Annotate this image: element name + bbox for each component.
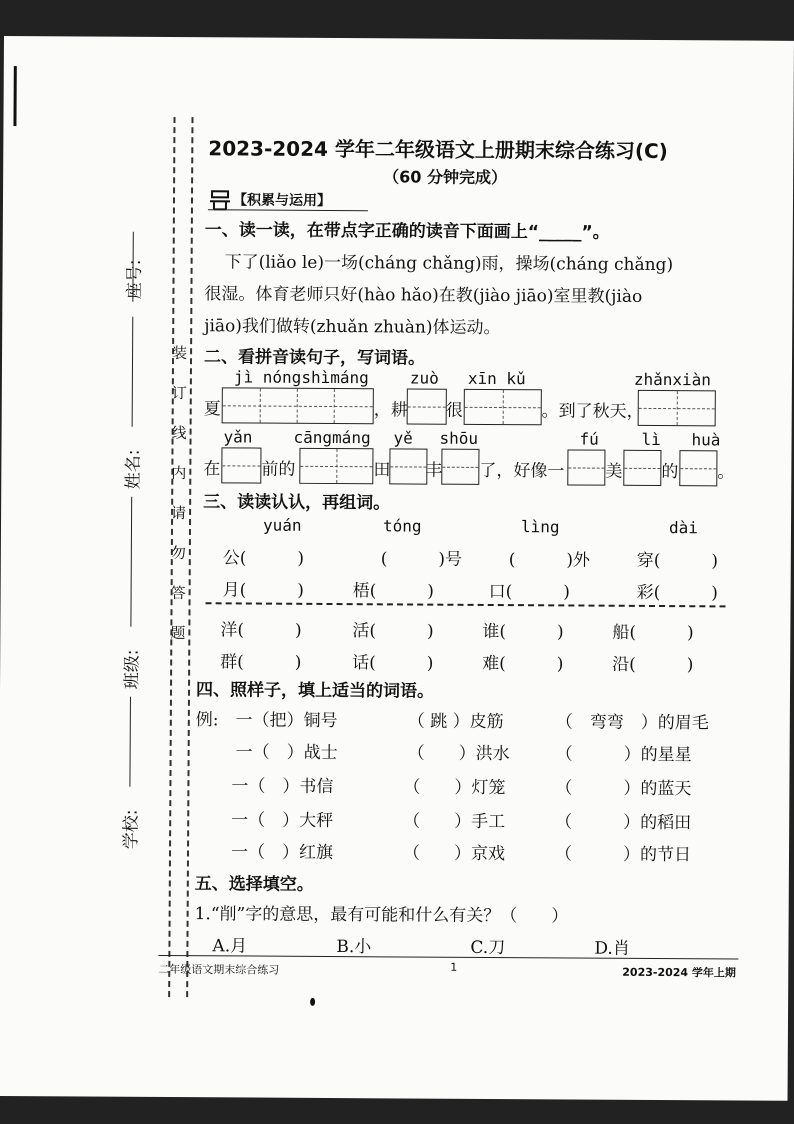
q3-pinyin: yuán — [262, 515, 302, 535]
q2-pinyin: yě — [393, 428, 413, 448]
q3-blank[interactable]: 梧( ) — [352, 581, 434, 602]
q2-text: ，耕 — [373, 400, 408, 421]
writing-box-4[interactable] — [222, 387, 374, 424]
writing-box-2[interactable] — [299, 448, 373, 484]
q2-pinyin: shōu — [439, 428, 479, 448]
binding-char: 题 — [170, 624, 186, 643]
q4-blank[interactable]: （ ）的蓝天 — [555, 778, 692, 800]
writing-box-1[interactable] — [441, 449, 479, 485]
q2-pinyin: yǎn — [223, 427, 253, 447]
class-label: 班级: — [122, 649, 143, 690]
q3-pinyin: dài — [668, 518, 698, 538]
q3-blank[interactable]: 沿( ) — [612, 654, 694, 676]
footer-left: 二年级语文期末综合练习 — [158, 962, 280, 977]
writing-box-1[interactable] — [679, 450, 717, 486]
q3-blank[interactable]: 难( ) — [482, 653, 564, 675]
q4-blank[interactable]: 一（ ）战士 — [235, 742, 338, 764]
paper-sheet — [0, 36, 794, 1101]
q1-line-1: 下了(liǎo le)一场(cháng chǎng)雨，操场(cháng chǎng) — [224, 252, 674, 276]
q2-text: 的 — [661, 462, 679, 483]
footer-right: 2023-2024 学年上期 — [622, 965, 736, 980]
binding-char: 勿 — [170, 544, 186, 563]
q4-blank[interactable]: 一（ ）红旗 — [230, 842, 334, 864]
q4-blank[interactable]: （ ）洪水 — [407, 743, 510, 765]
binding-char: 答 — [170, 584, 186, 603]
q2-pinyin: fú — [579, 429, 599, 449]
q2-text: 田 — [373, 460, 391, 481]
q3-pinyin: tóng — [382, 516, 422, 536]
q2-text: 。到了秋天， — [541, 401, 644, 422]
q5-option[interactable]: A.月 — [212, 936, 248, 957]
q4-example: 例: 一（把）铜号 — [195, 710, 338, 732]
section-tag: 【积累与运用】 — [232, 192, 332, 210]
binding-char: 订 — [171, 384, 187, 403]
binding-char: 装 — [172, 344, 188, 363]
q2-text: 美 — [605, 461, 623, 482]
q2-pinyin: zuò — [409, 368, 439, 388]
q5-question: 1.“削”字的意思，最有可能和什么有关？（ ） — [194, 904, 569, 927]
q1-line-2: 很湿。体育老师只好(hào hǎo)在教(jiào jiāo)室里教(jiào — [204, 284, 643, 307]
q3-blank[interactable]: 口( ) — [488, 581, 570, 603]
q5-heading: 五、选择填空。 — [194, 874, 314, 895]
q2-text: 。 — [717, 462, 735, 483]
q5-option[interactable]: D.肖 — [594, 938, 630, 959]
q3-pinyin: lìng — [520, 517, 560, 537]
writing-box-2[interactable] — [638, 390, 716, 426]
q4-blank[interactable]: （ ）手工 — [403, 811, 506, 833]
writing-box-1[interactable] — [623, 450, 661, 486]
writing-box-2[interactable] — [464, 389, 542, 425]
q2-pinyin: zhǎnxiàn — [633, 369, 712, 390]
q5-option[interactable]: B.小 — [336, 937, 372, 958]
q1-line-3: jiāo)我们做转(zhuǎn zhuàn)体运动。 — [204, 316, 501, 339]
footer-rule — [158, 955, 738, 960]
q3-blank[interactable]: 活( ) — [352, 621, 434, 642]
q2-pinyin: huà — [691, 430, 721, 450]
q3-blank[interactable]: 彩( ) — [636, 582, 718, 604]
q3-blank[interactable]: 洋( ) — [220, 620, 302, 641]
q4-blank[interactable]: （ ）的节日 — [554, 844, 692, 866]
binding-dashed-line-inner — [186, 117, 193, 997]
page-subtitle: （60 分钟完成） — [383, 167, 508, 188]
q3-blank[interactable]: 公( ) — [222, 548, 305, 569]
q3-blank[interactable]: 穿( ) — [636, 550, 719, 572]
q3-blank[interactable]: 谁( ) — [482, 621, 564, 643]
q2-pinyin: jì nóngshìmáng — [233, 367, 369, 388]
q4-blank[interactable]: （ ）的稻田 — [555, 812, 692, 834]
seat-label: 座号: — [124, 259, 146, 300]
school-underline — [129, 697, 131, 787]
q4-blank[interactable]: 一（ ）书信 — [231, 776, 334, 798]
q3-blank[interactable]: ( )外 — [508, 550, 591, 571]
binding-char: 内 — [171, 464, 187, 483]
section-logo-icon — [208, 189, 232, 211]
binding-char: 请 — [171, 504, 187, 523]
q3-blank[interactable]: ( )号 — [380, 549, 463, 570]
q3-blank[interactable]: 话( ) — [352, 653, 434, 674]
writing-box-1[interactable] — [567, 449, 605, 485]
q4-blank[interactable]: （ ）京戏 — [402, 843, 506, 865]
q2-pinyin: cāngmáng — [293, 427, 371, 448]
q4-heading: 四、照样子，填上适当的词语。 — [195, 680, 435, 702]
q4-blank[interactable]: 一（ ）大秤 — [231, 810, 334, 832]
q2-text: 很 — [445, 400, 463, 421]
q3-heading: 三、读读认认，再组词。 — [203, 492, 391, 514]
scan-speck — [310, 998, 315, 1006]
writing-box-1[interactable] — [221, 447, 261, 483]
q3-blank[interactable]: 月( ) — [222, 580, 304, 601]
q3-divider — [206, 602, 726, 607]
q1-heading: 一、读一读，在带点字正确的读音下面画上“_____”。 — [204, 220, 610, 243]
q2-heading: 二、看拼音读句子，写词语。 — [203, 347, 426, 369]
q2-text: 在 — [203, 459, 221, 480]
writing-box-1[interactable] — [407, 388, 447, 424]
name-label: 姓名: — [123, 449, 144, 490]
q4-blank[interactable]: （ ）灯笼 — [403, 777, 506, 799]
q3-blank[interactable]: 船( ) — [612, 622, 694, 644]
q2-text: 丰 — [425, 460, 443, 481]
name-underline — [132, 317, 134, 427]
q4-blank[interactable]: （ ）的星星 — [555, 744, 692, 766]
class-underline — [130, 497, 132, 627]
binding-char: 线 — [171, 424, 187, 443]
scan-mark — [13, 66, 16, 126]
q4-example: （ 跳 ）皮筋 — [407, 711, 504, 733]
q2-text: 前的 — [261, 459, 296, 480]
q2-pinyin: lì — [641, 429, 661, 450]
q2-pinyin: xīn kǔ — [467, 368, 526, 389]
q2-text: 了，好像一 — [479, 460, 565, 482]
school-label: 学校: — [121, 809, 142, 850]
tag-underline — [208, 209, 368, 211]
page-number: 1 — [450, 960, 458, 974]
q4-example: （ 弯弯 ）的眉毛 — [555, 712, 709, 734]
q5-option[interactable]: C.刀 — [470, 937, 506, 959]
q3-blank[interactable]: 群( ) — [220, 652, 302, 673]
writing-box-1[interactable] — [389, 448, 427, 484]
page-title: 2023-2024 学年二年级语文上册期末综合练习(C) — [208, 136, 668, 164]
q2-text: 夏 — [203, 399, 221, 420]
